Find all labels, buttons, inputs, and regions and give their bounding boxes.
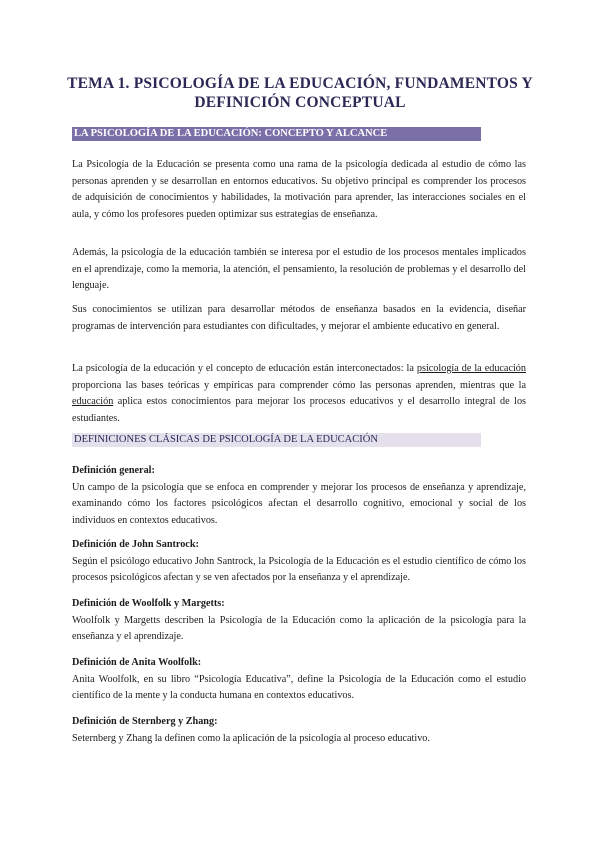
paragraph-interconnection [72,361,526,427]
definition-heading: Definición de Woolfolk y Margetts: [72,598,225,609]
definition-sternberg-zhang [72,714,526,747]
paragraph-definition: La Psicología de la Educación se presenta como una rama de la psicología dedicada al estudio de cómo las personas aprenden y se desarrollan en entornos educativos. Su objetivo principal es comprender los procesos de adquisición de conocimientos y habilidades, la motivación para aprender, las interacciones sociales en el aula, y cómo los profesores pueden optimizar sus estrategias de enseñanza. [72,159,526,220]
section-heading-definiciones: DEFINICIONES CLÁSICAS DE PSICOLOGÍA DE LA EDUCACIÓN [72,433,481,447]
definition-heading: Definición de John Santrock: [72,539,199,550]
paragraph-text: La psicología de la educación y el concepto de educación están interconectados: la [72,363,417,374]
paragraph-mental-processes: Además, la psicología de la educación también se interesa por el estudio de los procesos mentales implicados en el aprendizaje, como la memoria, la atención, el pensamiento, la resolución de problemas y el desarrollo del lenguaje. [72,247,526,291]
document-title: TEMA 1. PSICOLOGÍA DE LA EDUCACIÓN, FUNDAMENTOS Y DEFINICIÓN CONCEPTUAL [67,75,533,111]
definition-anita-woolfolk [72,655,526,705]
definition-santrock [72,537,526,587]
paragraph-text: aplica estos conocimientos para mejorar los procesos educativos y el desarrollo integral de los estudiantes. [72,396,526,424]
definition-general [72,463,526,529]
definition-heading: Definición de Sternberg y Zhang: [72,716,218,727]
definition-body: Woolfolk y Margetts describen la Psicología de la Educación como la aplicación de la psicología para la enseñanza y el aprendizaje. [72,614,526,642]
section-heading-concepto: LA PSICOLOGÍA DE LA EDUCACIÓN: CONCEPTO Y ALCANCE [72,127,481,141]
definition-body: Anita Woolfolk, en su libro “Psicología Educativa”, define la Psicología de la Educación como el estudio científico de la mente y la conducta humana en contextos educativos. [72,673,526,701]
educacion-link[interactable]: educación [72,396,114,407]
definition-body: Seternberg y Zhang la definen como la aplicación de la psicología al proceso educativo. [72,732,430,744]
definition-woolfolk-margetts [72,596,526,646]
paragraph-applications: Sus conocimientos se utilizan para desarrollar métodos de enseñanza basados en la evidencia, diseñar programas de intervención para estudiantes con dificultades, y mejorar el ambiente educativo en general. [72,304,526,332]
definition-heading: Definición de Anita Woolfolk: [72,657,202,668]
definition-body: Un campo de la psicología que se enfoca en comprender y mejorar los procesos de enseñanza y aprendizaje, examinando cómo los factores psicológicos afectan el desarrollo cognitivo, emocional y social de los individuos en contextos educativos. [72,481,526,526]
psicologia-educacion-link[interactable]: psicología de la educación [416,363,526,374]
paragraph-text: proporciona las bases teóricas y empíricas para comprender cómo las personas aprenden, mientras que la [72,379,526,391]
definition-heading: Definición general: [72,465,155,476]
definition-body: Según el psicólogo educativo John Santrock, la Psicología de la Educación es el estudio científico de cómo los procesos psicológicos afectan y se ven afectados por la enseñanza y el aprendizaje. [72,555,526,583]
